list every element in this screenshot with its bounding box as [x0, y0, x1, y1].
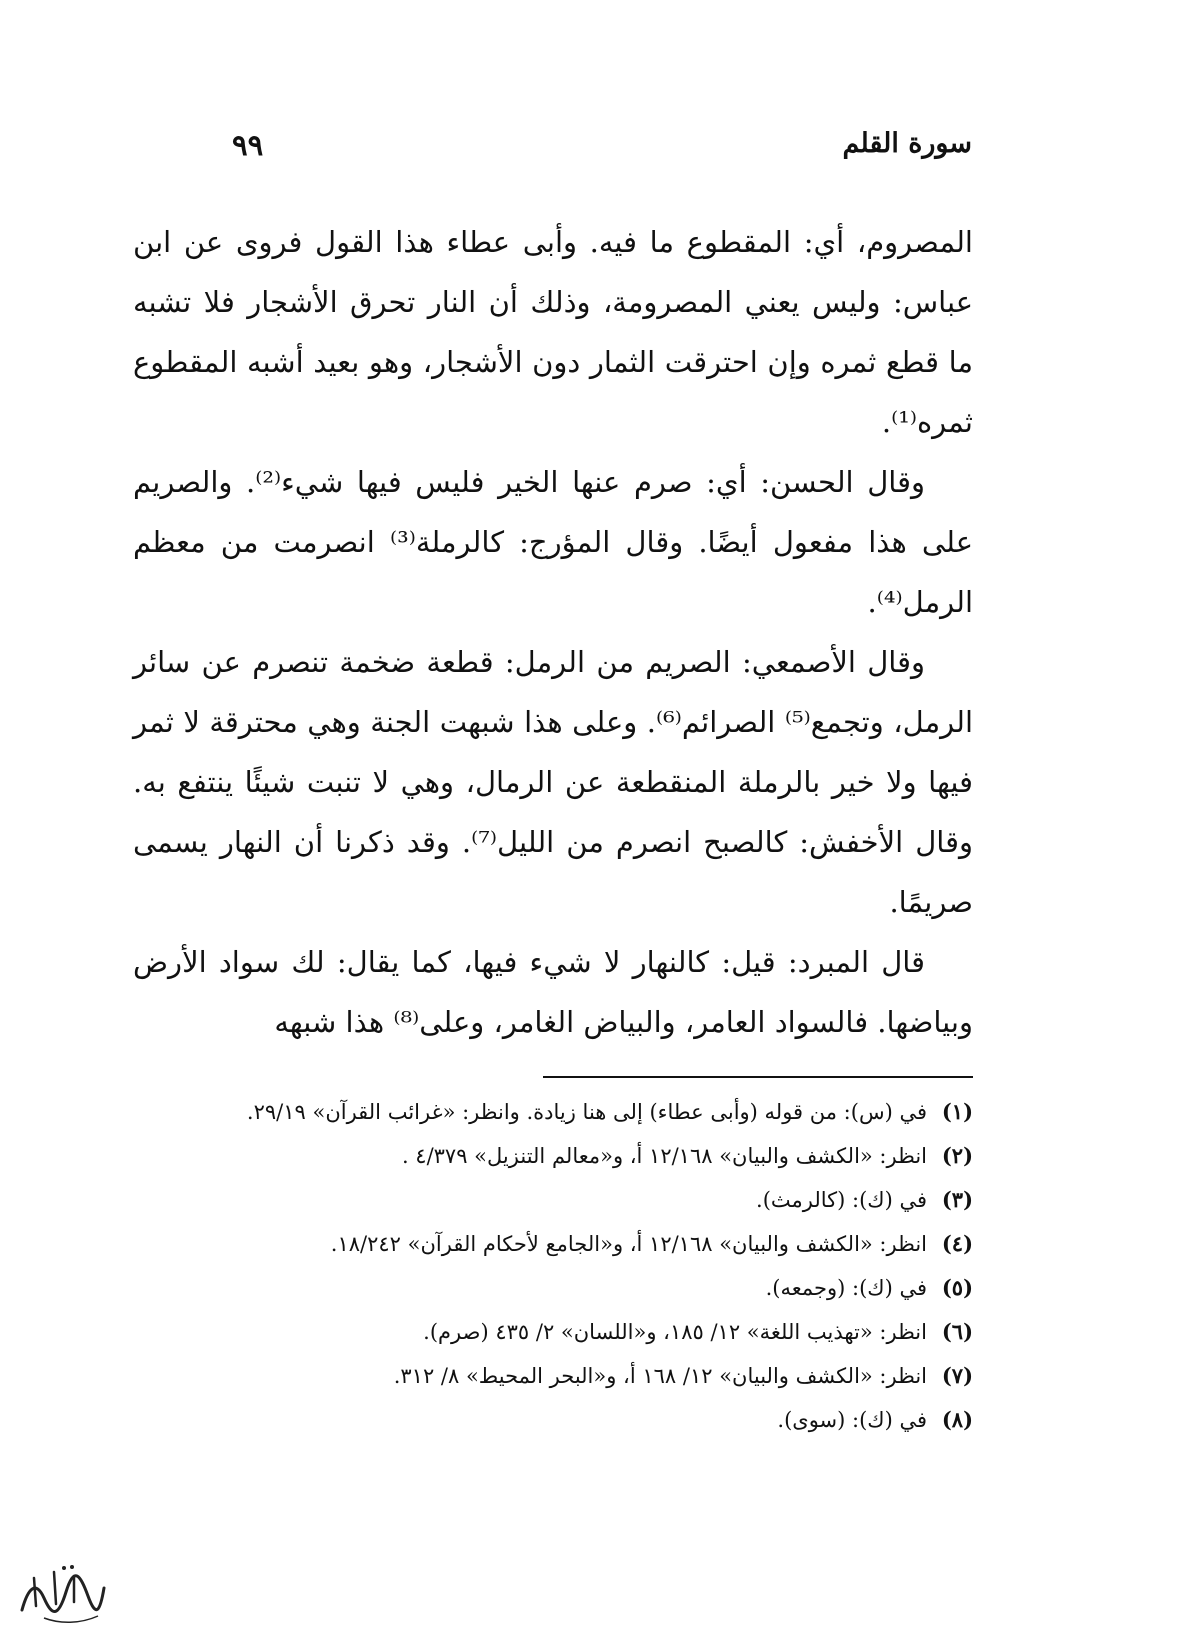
page-number: ٩٩ [232, 128, 264, 162]
footnote-divider [543, 1076, 973, 1078]
footnote [133, 1266, 973, 1310]
footnote-number: (٧) [941, 1363, 973, 1388]
footnotes-list [133, 1090, 973, 1442]
calligraphy-logo-icon [14, 1558, 110, 1628]
footnote [133, 1134, 973, 1178]
running-title: سورة القلم [842, 128, 972, 159]
footnote-text: انظر: «الكشف والبيان» ١٢/١٦٨ أ، و«معالم التنزيل» ٤/٣٧٩ . [401, 1144, 927, 1168]
footnote-number: (١) [941, 1099, 973, 1124]
footnote [133, 1178, 973, 1222]
footnote-text: في (ك): (كالرمث). [756, 1188, 927, 1212]
logo-drawing [14, 1558, 110, 1628]
footnote-text: في (ك): (سوى). [777, 1408, 927, 1432]
footnote-text: انظر: «الكشف والبيان» ١٢/ ١٦٨ أ، و«البحر المحيط» ٨/ ٣١٢. [393, 1364, 927, 1388]
paragraph: المصروم، أي: المقطوع ما فيه. وأبى عطاء هذا القول فروى عن ابن عباس: وليس يعني المصرومة، وذلك أن النار تحرق الأشجار فلا تشبه ما قطع ثمره وإن احترقت الثمار دون الأشجار، وهو بعيد أشبه المقطوع ثمره⁽¹⁾. [133, 225, 973, 439]
footnote-number: (٦) [941, 1319, 973, 1344]
footnote [133, 1398, 973, 1442]
footnote [133, 1354, 973, 1398]
footnote [133, 1090, 973, 1134]
paragraph: وقال الحسن: أي: صرم عنها الخير فليس فيها شيء⁽²⁾. والصريم على هذا مفعول أيضًا. وقال المؤرج: كالرملة⁽³⁾ انصرمت من معظم الرمل⁽⁴⁾. [133, 465, 973, 619]
footnote-number: (٤) [941, 1231, 973, 1256]
main-text [133, 212, 973, 1052]
footnote-number: (٥) [941, 1275, 973, 1300]
footnote-text: في (س): من قوله (وأبى عطاء) إلى هنا زيادة. وانظر: «غرائب القرآن» ٢٩/١٩. [246, 1100, 927, 1124]
footnote [133, 1310, 973, 1354]
footnote [133, 1222, 973, 1266]
paragraph: قال المبرد: قيل: كالنهار لا شيء فيها، كما يقال: لك سواد الأرض وبياضها. فالسواد العامر، والبياض الغامر، وعلى⁽⁸⁾ هذا شبهه [133, 945, 973, 1039]
footnote-number: (٨) [941, 1407, 973, 1432]
footnote-number: (٣) [941, 1187, 973, 1212]
footnote-number: (٢) [941, 1143, 973, 1168]
paragraph: وقال الأصمعي: الصريم من الرمل: قطعة ضخمة تنصرم عن سائر الرمل، وتجمع⁽⁵⁾ الصرائم⁽⁶⁾. وعلى هذا شبهت الجنة وهي محترقة لا ثمر فيها ولا خير بالرملة المنقطعة عن الرمال، وهي لا تنبت شيئًا ينتفع به. وقال الأخفش: كالصبح انصرم من الليل⁽⁷⁾. وقد ذكرنا أن النهار يسمى صريمًا. [133, 645, 973, 919]
page-header [232, 128, 972, 178]
footnote-text: انظر: «الكشف والبيان» ١٢/١٦٨ أ، و«الجامع لأحكام القرآن» ١٨/٢٤٢. [330, 1232, 927, 1256]
footnote-text: في (ك): (وجمعه). [765, 1276, 927, 1300]
footnote-text: انظر: «تهذيب اللغة» ١٢/ ١٨٥، و«اللسان» ٢/ ٤٣٥ (صرم). [423, 1320, 927, 1344]
